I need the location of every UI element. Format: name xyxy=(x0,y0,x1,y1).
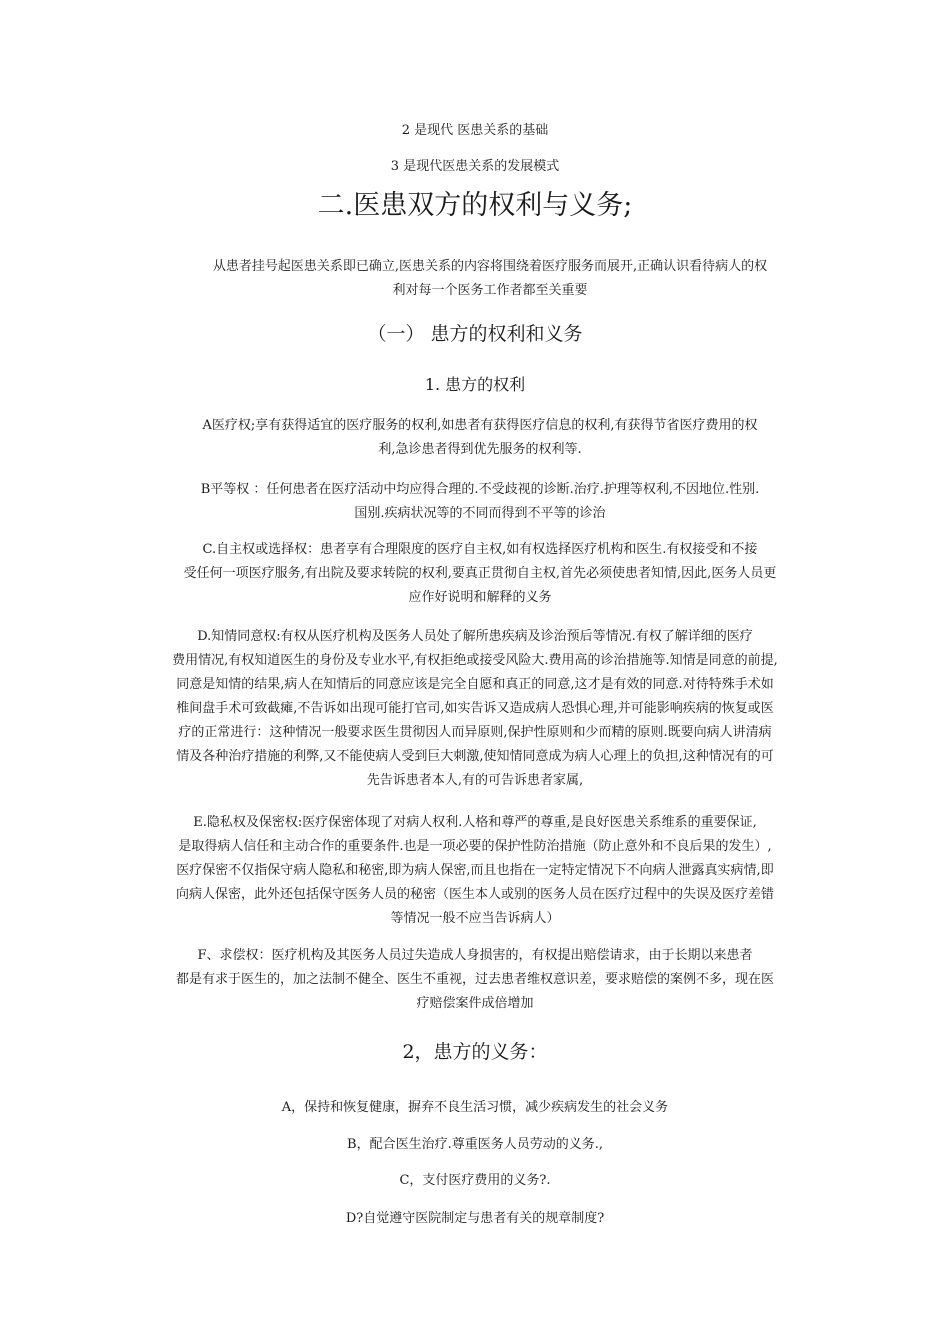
paragraph-line: 应作好说明和解释的义务 xyxy=(408,590,552,605)
paragraph-line: F、求偿权：医疗机构及其医务人员过失造成人身损害的，有权提出赔偿请求，由于长期以来患者 xyxy=(197,948,753,963)
lead-paragraph xyxy=(150,255,830,303)
paragraph-line: 国别.疾病状况等的不同而得到不平等的诊治 xyxy=(354,506,606,521)
duty-item: D?自觉遵守医院制定与患者有关的规章制度? xyxy=(345,1211,605,1226)
intro-item-2: 2 是现代 医患关系的基础 xyxy=(401,123,549,138)
paragraph-line: 先告诉患者本人,有的可告诉患者家属, xyxy=(366,773,584,788)
right-compensation xyxy=(135,944,815,1016)
right-equality xyxy=(140,478,820,526)
paragraph-line: 医疗保密不仅指保守病人隐私和秘密,即为病人保密,而且也指在一定特定情况下不向病人泄露真实病情,即 xyxy=(176,863,774,878)
paragraph-line: B平等权 ：任何患者在医疗活动中均应得合理的.不受歧视的诊断.治疗.护理等权利,不因地位.性别. xyxy=(200,482,760,497)
paragraph-line: A医疗权;享有获得适宜的医疗服务的权利,如患者有获得医疗信息的权利,有获得节省医疗费用的权 xyxy=(202,418,758,433)
paragraph-line: E.隐私权及保密权:医疗保密体现了对病人权利.人格和尊严的尊重,是良好医患关系维系的重要保证, xyxy=(193,815,757,830)
paragraph-line: 等情况一般不应当告诉病人） xyxy=(390,911,560,926)
right-privacy xyxy=(135,811,815,931)
lead-line: 利对每一个医务工作者都至关重要 xyxy=(392,283,588,298)
paragraph-line: 同意是知情的结果,病人在知情后的同意应该是完全自愿和真正的同意,这才是有效的同意.对待特殊手术如 xyxy=(176,677,774,692)
paragraph-line: 疗赔偿案件成倍增加 xyxy=(416,996,534,1011)
paragraph-line: 疗的正常进行：这种情况一般要求医生贯彻因人而异原则,保护性原则和少而精的原则.既要向病人讲清病 xyxy=(178,725,772,740)
right-autonomy xyxy=(140,538,820,610)
right-informed-consent xyxy=(135,625,815,793)
paragraph-line: C.自主权或选择权：患者享有合理限度的医疗自主权,如有权选择医疗机构和医生.有权接受和不接 xyxy=(202,542,758,557)
page-heading: 二.医患双方的权利与义务; xyxy=(317,190,633,221)
paragraph-line: 是取得病人信任和主动合作的重要条件.也是一项必要的保护性防治措施（防止意外和不良后果的发生）, xyxy=(178,839,772,854)
paragraph-line: 椎间盘手术可致截瘫,不告诉如出现可能打官司,如实告诉又造成病人恐惧心理,并可能影响疾病的恢复或医 xyxy=(176,701,774,716)
paragraph-line: 受任何一项医疗服务,有出院及要求转院的权利,要真正贯彻自主权,首先必须使患者知情,因此,医务人员更 xyxy=(183,566,777,581)
duty-item: C，支付医疗费用的义务?. xyxy=(399,1173,551,1188)
section-title: （一） 患方的权利和义务 xyxy=(367,323,583,345)
right-medical-care xyxy=(140,414,820,462)
rights-subtitle: 1. 患方的权利 xyxy=(424,375,526,394)
duty-item: B，配合医生治疗.尊重医务人员劳动的义务., xyxy=(347,1137,603,1152)
paragraph-line: 情及各种治疗措施的利弊,又不能使病人受到巨大刺激,使知情同意成为病人心理上的负担,这种情况有的可 xyxy=(176,749,774,764)
paragraph-line: 都是有求于医生的，加之法制不健全、医生不重视，过去患者维权意识差，要求赔偿的案例不多，现在医 xyxy=(175,972,774,987)
duty-item: A，保持和恢复健康，摒弃不良生活习惯，减少疾病发生的社会义务 xyxy=(281,1100,669,1115)
paragraph-line: D.知情同意权:有权从医疗机构及医务人员处了解所患疾病及诊治预后等情况.有权了解详细的医疗 xyxy=(197,629,753,644)
lead-line: 从患者挂号起医患关系即已确立,医患关系的内容将围绕着医疗服务而展开,正确认识看待病人的权 xyxy=(212,259,768,274)
paragraph-line: 利,急诊患者得到优先服务的权利等. xyxy=(378,442,582,457)
paragraph-line: 费用情况,有权知道医生的身份及专业水平,有权拒绝或接受风险大.费用高的诊治措施等.知情是同意的前提, xyxy=(172,653,778,668)
intro-item-3: 3 是现代医患关系的发展模式 xyxy=(390,159,560,174)
duties-subtitle: 2，患方的义务： xyxy=(402,1041,548,1063)
paragraph-line: 向病人保密，此外还包括保守医务人员的秘密（医生本人或别的医务人员在医疗过程中的失误及医疗差错 xyxy=(175,887,774,902)
